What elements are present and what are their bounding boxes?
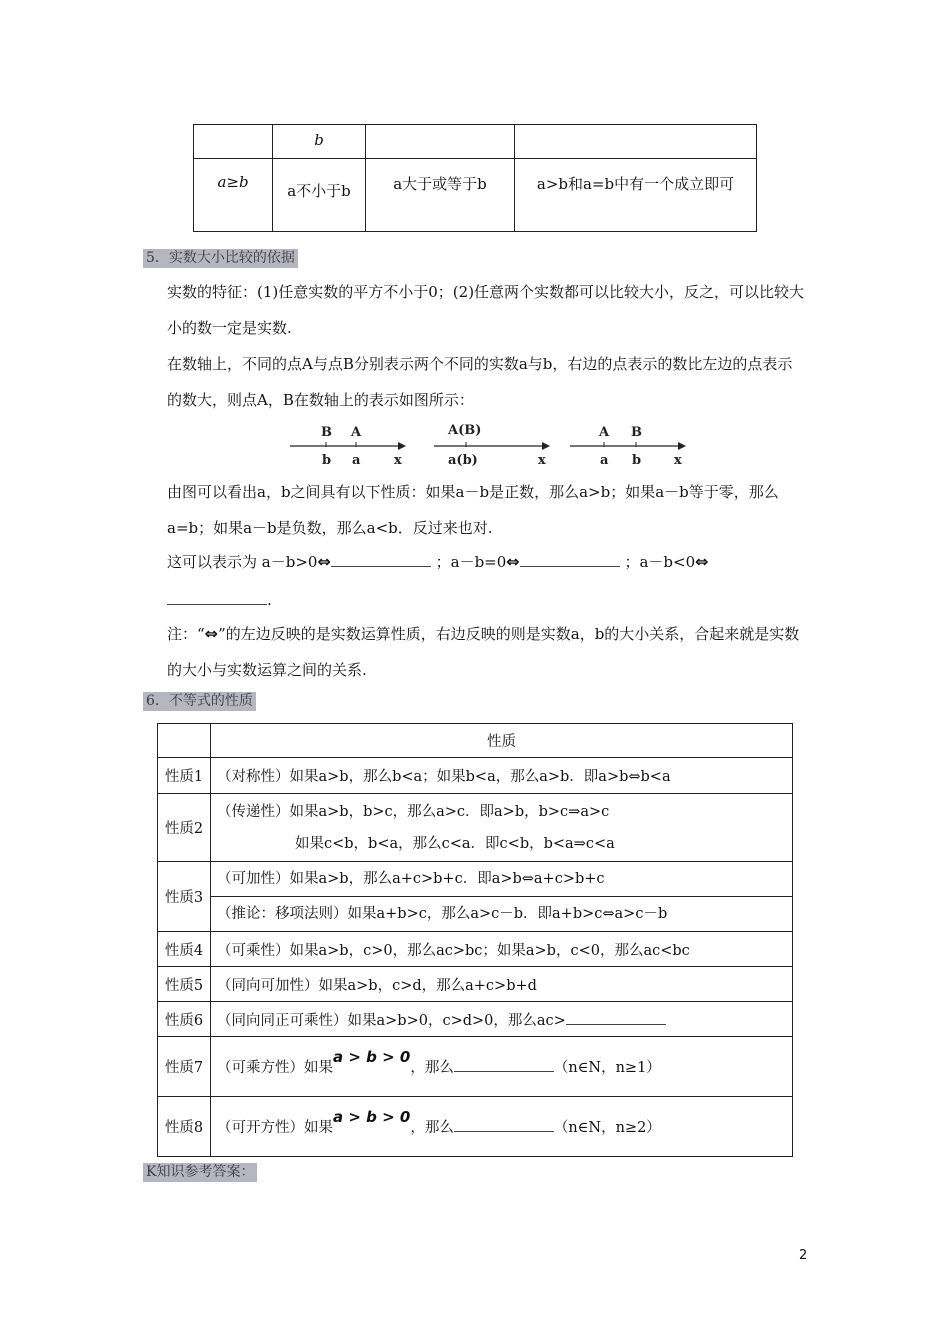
answer-blank (454, 1057, 554, 1072)
equivalence-expressions: 这可以表示为 a－b>0⇔ ；a－b=0⇔ ；a－b<0⇔ (167, 552, 709, 571)
table-row: 性质6 （同向同正可乘性）如果a>b>0，c>d>0，那么ac> (158, 1002, 793, 1037)
inequality-properties-table (157, 723, 793, 1157)
point-label-B: B (321, 425, 332, 440)
number-line-2 (434, 423, 550, 468)
equivalence-arrow-icon: ⇔ (204, 624, 219, 643)
table-row: 性质5 （同向可加性）如果a>b，c>d，那么a+c>b+d (158, 967, 793, 1002)
axis-label-x: x (394, 453, 402, 468)
table-row: 性质8 （可开方性）如果a > b > 0，那么 （n∈N，n≥2） (158, 1097, 793, 1157)
answer-blank (331, 552, 431, 567)
comparison-table: b a≥b a不小于b a大于或等于b a>b和a=b中有一个成立即可 (193, 124, 757, 232)
number-line-1 (290, 425, 406, 468)
property-description: 由图可以看出a，b之间具有以下性质：如果a－b是正数，那么a>b；如果a－b等于零，那么a=b；如果a－b是负数，那么a<b．反过来也对. (167, 483, 779, 537)
column-header: 性质 (211, 724, 793, 758)
answer-blank-line: . (167, 590, 272, 609)
number-line-description: 在数轴上，不同的点A与点B分别表示两个不同的实数a与b，右边的点表示的数比左边的点表示的数大，则点A，B在数轴上的表示如图所示： (167, 355, 793, 409)
point-label-AB: A(B) (448, 423, 482, 438)
answer-blank (167, 590, 267, 605)
answer-blank (454, 1117, 554, 1132)
table-row: 性质4 （可乘性）如果a>b，c>0，那么ac>bc；如果a>b，c<0，那么ac<bc (158, 932, 793, 967)
value-label-a: a (352, 453, 361, 468)
point-label-B: B (631, 425, 642, 440)
table-row: 性质2 （传递性）如果a>b，b>c，那么a>c．即a>b，b>c⇒a>c 如果c<b，b<a，那么c<a．即c<b，b<a⇒c<a (158, 794, 793, 862)
table-row: 性质3 （可加性）如果a>b，那么a+c>b+c．即a>b⇔a+c>b+c （推论：移项法则）如果a+b>c，那么a>c－b．即a+b>c⇔a>c－b (158, 862, 793, 932)
value-label-b: b (632, 453, 642, 468)
note-paragraph: 注：“⇔”的左边反映的是实数运算性质，右边反映的则是实数a，b的大小关系，合起来就是实数的大小与实数运算之间的关系. (167, 624, 800, 679)
equivalence-arrow-icon: ⇔ (695, 552, 709, 571)
equivalence-arrow-icon: ⇔ (506, 552, 520, 571)
value-label-ab: a(b) (448, 453, 478, 468)
answers-heading: K知识参考答案： (143, 1163, 257, 1182)
page-number: 2 (799, 1248, 808, 1263)
point-label-A: A (351, 425, 362, 440)
table-row: 性质1 （对称性）如果a>b，那么b<a；如果b<a，那么a>b．即a>b⇔b<a (158, 758, 793, 794)
real-number-features: 实数的特征：(1)任意实数的平方不小于0；(2)任意两个实数都可以比较大小，反之，可以比较大小的数一定是实数. (167, 283, 805, 337)
axis-label-x: x (538, 453, 546, 468)
number-line-3 (570, 425, 686, 468)
value-label-b: b (322, 453, 332, 468)
answer-blank (566, 1010, 666, 1025)
section-5-heading: 5．实数大小比较的依据 (143, 249, 298, 268)
table-row: 性质7 （可乘方性）如果a > b > 0，那么 （n∈N，n≥1） (158, 1037, 793, 1097)
answer-blank (520, 552, 620, 567)
number-line-figures (288, 420, 708, 470)
section-6-heading: 6．不等式的性质 (143, 692, 256, 711)
point-label-A: A (599, 425, 610, 440)
equivalence-arrow-icon: ⇔ (317, 552, 331, 571)
axis-label-x: x (674, 453, 682, 468)
value-label-a: a (600, 453, 609, 468)
